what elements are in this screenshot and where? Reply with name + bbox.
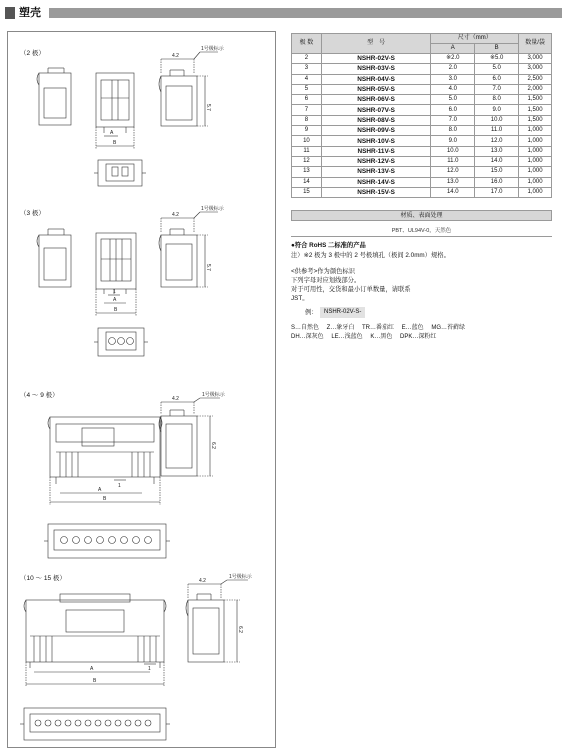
col-a: A [431,44,475,54]
cell-b: 14.0 [475,156,519,166]
cell-qty: 1,500 [519,115,552,125]
rohs-note [291,242,366,250]
dim-a: A [113,297,117,303]
cell-b: 5.0 [475,64,519,74]
cell-qty: 1,500 [519,105,552,115]
cell-model: NSHR-10V-S [321,136,431,146]
table-row [292,115,552,125]
cell-model: NSHR-04V-S [321,74,431,84]
cell-b: ※5.0 [475,54,519,64]
cell-model: NSHR-02V-S [321,54,431,64]
cell-a: 3.0 [431,74,475,84]
cell-b: 17.0 [475,187,519,197]
cell-qty: 3,000 [519,64,552,74]
cell-a: 10.0 [431,146,475,156]
cell-a: ※2.0 [431,54,475,64]
pole-label-2: （2 极） [20,50,45,57]
cell-poles: 5 [292,84,322,94]
dim-a: A [110,130,114,136]
technical-drawing [8,32,277,749]
cell-a: 11.0 [431,156,475,166]
cell-b: 10.0 [475,115,519,125]
dim-4-2: 4.2 [172,396,179,402]
cell-model: NSHR-08V-S [321,115,431,125]
cell-qty: 1,500 [519,95,552,105]
spec-table-body [292,54,552,198]
dim-pin1-label: 1号极标示 [201,206,224,212]
dim-b: B [113,140,117,146]
section-header [5,6,562,20]
drawing-3pole [37,212,218,356]
col-model: 型 号 [321,34,431,54]
header-bar [49,8,562,18]
cell-b: 13.0 [475,146,519,156]
material-heading: 材质、表面处理 [291,210,552,221]
pole-label-3: （3 极） [20,210,45,217]
drawing-10to15pole [20,580,248,740]
table-row [292,187,552,197]
ref-note-2: 下列字母对应划线部分。 [291,277,361,284]
cell-a: 4.0 [431,84,475,94]
col-b: B [475,44,519,54]
dim-a: A [98,487,102,493]
color-codes-1: S…自然色 Z…象牙白 TR…番茄红 E…蓝色 MG…苔藓绿 [291,325,466,331]
drawing-2pole [37,52,218,186]
color-codes-2: DH…深灰色 LE…浅蓝色 K…黑色 DPK…深粉红 [291,334,437,340]
table-row [292,64,552,74]
cell-qty: 1,000 [519,156,552,166]
section-title: 塑壳 [19,7,41,19]
cell-qty: 1,000 [519,177,552,187]
table-row [292,156,552,166]
cell-b: 11.0 [475,126,519,136]
table-row [292,84,552,94]
cell-b: 8.0 [475,95,519,105]
cell-b: 15.0 [475,167,519,177]
cell-poles: 8 [292,115,322,125]
cell-b: 16.0 [475,177,519,187]
col-qty: 数量/袋 [519,34,552,54]
cell-model: NSHR-15V-S [321,187,431,197]
cell-poles: 12 [292,156,322,166]
cell-qty: 3,000 [519,54,552,64]
example-label: 例： [305,309,318,316]
cell-qty: 1,000 [519,126,552,136]
col-size: 尺寸（mm） [431,34,519,44]
cell-poles: 11 [292,146,322,156]
ref-note-1: <供参考>作为颜色标识 [291,268,356,275]
cell-model: NSHR-14V-S [321,177,431,187]
cell-a: 13.0 [431,177,475,187]
cell-qty: 1,000 [519,187,552,197]
cell-poles: 4 [292,74,322,84]
cell-a: 2.0 [431,64,475,74]
dim-b: B [93,678,97,684]
dim-1: 1 [113,289,116,295]
cell-model: NSHR-13V-S [321,167,431,177]
cell-poles: 9 [292,126,322,136]
drawing-panel [7,31,276,748]
dim-5-2: 5.7 [205,264,211,271]
pole-label-4-9: （4 ～ 9 极） [20,392,59,399]
cell-b: 7.0 [475,84,519,94]
dim-4-2: 4.2 [199,578,206,584]
cell-poles: 3 [292,64,322,74]
dim-pin1-label: 1号极标示 [201,46,224,52]
cell-poles: 15 [292,187,322,197]
spec-table [291,33,552,198]
dim-6-2: 6.2 [237,626,243,633]
dim-b: B [114,307,118,313]
material-value: PBT、UL94V-0，天然色 [391,228,452,234]
cell-qty: 1,000 [519,146,552,156]
table-row [292,126,552,136]
dim-6-2: 6.2 [210,442,216,449]
cell-poles: 10 [292,136,322,146]
dim-1: 1 [148,666,151,672]
cell-model: NSHR-07V-S [321,105,431,115]
cell-a: 12.0 [431,167,475,177]
cell-a: 7.0 [431,115,475,125]
cell-a: 14.0 [431,187,475,197]
cell-a: 6.0 [431,105,475,115]
cell-model: NSHR-05V-S [321,84,431,94]
cell-model: NSHR-12V-S [321,156,431,166]
dim-a: A [90,666,94,672]
cell-b: 12.0 [475,136,519,146]
table-row [292,167,552,177]
note-1: 注）※2 极为 3 极中的 2 号极填孔（极间 2.0mm）规格。 [291,252,450,259]
dim-pin1-label: 1号极标示 [229,574,252,580]
rohs-text: ●符合 RoHS 二标准的产品 [291,242,366,249]
dim-b: B [103,496,107,502]
header-square-icon [5,7,15,19]
drawing-4to9pole [44,398,220,558]
cell-a: 8.0 [431,126,475,136]
table-row [292,105,552,115]
cell-poles: 13 [292,167,322,177]
divider [291,236,552,237]
cell-model: NSHR-03V-S [321,64,431,74]
table-row [292,177,552,187]
cell-poles: 2 [292,54,322,64]
cell-qty: 2,000 [519,84,552,94]
pole-label-10-15: （10 ～ 15 极） [20,575,66,582]
example-value: NSHR-02V-S- [320,307,365,318]
dim-pin1-label: 1号极标示 [202,392,225,398]
cell-poles: 14 [292,177,322,187]
cell-qty: 1,000 [519,136,552,146]
table-row [292,95,552,105]
dim-1: 1 [118,483,121,489]
table-row [292,136,552,146]
col-poles: 极 数 [292,34,322,54]
cell-b: 9.0 [475,105,519,115]
cell-model: NSHR-11V-S [321,146,431,156]
cell-qty: 1,000 [519,167,552,177]
cell-poles: 6 [292,95,322,105]
cell-a: 5.0 [431,95,475,105]
cell-a: 9.0 [431,136,475,146]
cell-b: 6.0 [475,74,519,84]
dim-5-7: 5.7 [205,104,211,111]
cell-qty: 2,500 [519,74,552,84]
dim-4-2: 4.2 [172,53,179,59]
cell-model: NSHR-09V-S [321,126,431,136]
table-row [292,146,552,156]
cell-poles: 7 [292,105,322,115]
table-row [292,54,552,64]
table-row [292,74,552,84]
cell-model: NSHR-06V-S [321,95,431,105]
ref-note-3: 对于可用性，交货和最小订单数量，请联系 [291,286,411,293]
ref-note-4: JST。 [291,295,309,302]
dim-4-2: 4.2 [172,212,179,218]
